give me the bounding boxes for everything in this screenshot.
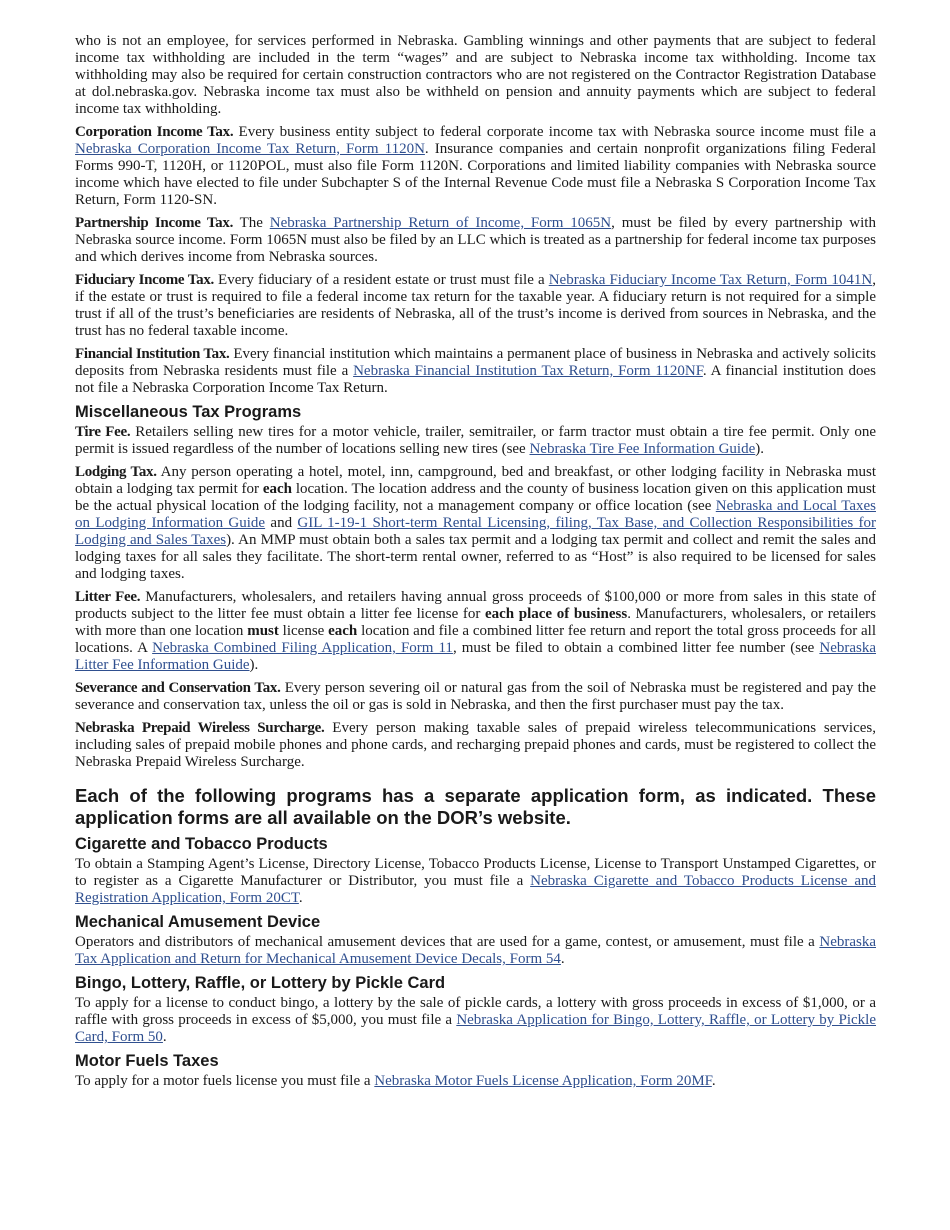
paragraph-lead: Tire Fee. <box>75 424 131 440</box>
corporation-income-tax-paragraph: Corporation Income Tax. Every business entity subject to federal corporate income tax with Nebraska source income must file a Nebraska Corporation Income Tax Return, Form 1120N. Insurance companies and certain nonprofit organizations filing Federal Forms 990-T, 1120H, or 1120POL, must also file Form 1120N. Corporations and limited liability companies with Nebraska source income which have elected to file under Subchapter S of the Internal Revenue Code must file a Nebraska S Corporation Income Tax Return, Form 1120-SN. <box>75 124 876 208</box>
motor-fuels-paragraph: To apply for a motor fuels license you must file a Nebraska Motor Fuels License Application, Form 20MF. <box>75 1073 716 1089</box>
paragraph-lead: Fiduciary Income Tax. <box>75 272 214 288</box>
emphasis: each place of business <box>484 606 628 622</box>
form-50-link[interactable]: Nebraska Application for Bingo, Lottery, Raffle, or Lottery by Pickle Card, Form 50 <box>75 1012 877 1045</box>
cigarette-tobacco-heading: Cigarette and Tobacco Products <box>75 835 328 853</box>
separate-application-heading: Each of the following programs has a separate application form, as indicated. These application forms are all available on the DOR’s website. <box>75 785 876 828</box>
emphasis: must <box>247 623 279 639</box>
form-1120n-link[interactable]: Nebraska Corporation Income Tax Return, Form 1120N <box>75 141 425 157</box>
paragraph-lead: Severance and Conservation Tax. <box>75 680 281 696</box>
paragraph-lead: Corporation Income Tax. <box>75 124 234 140</box>
mechanical-amusement-paragraph: Operators and distributors of mechanical amusement devices that are used for a game, contest, or amusement, must file a Nebraska Tax Application and Return for Mechanical Amusement Device Decals, Form 54. <box>75 934 876 967</box>
emphasis: each <box>328 623 358 639</box>
prepaid-wireless-paragraph: Nebraska Prepaid Wireless Surcharge. Every person making taxable sales of prepaid wireless telecommunications services, including sales of prepaid mobile phones and phone cards, and recharging prepaid phones and cards, must be registered to collect the Nebraska Prepaid Wireless Surcharge. <box>75 720 876 770</box>
emphasis: each <box>262 481 293 497</box>
severance-tax-paragraph: Severance and Conservation Tax. Every person severing oil or natural gas from the soil of Nebraska must be registered and pay the severance and conservation tax, unless the oil or gas is sold in Nebraska, and then the first purchaser must pay the tax. <box>75 680 876 713</box>
form-1120nf-link[interactable]: Nebraska Financial Institution Tax Return, Form 1120NF <box>353 363 703 379</box>
lodging-guide-link[interactable]: Nebraska and Local Taxes on Lodging Information Guide <box>75 498 876 531</box>
misc-tax-programs-heading: Miscellaneous Tax Programs <box>75 403 302 421</box>
tire-fee-guide-link[interactable]: Nebraska Tire Fee Information Guide <box>529 441 756 457</box>
paragraph-lead: Nebraska Prepaid Wireless Surcharge. <box>75 720 325 736</box>
mechanical-amusement-heading: Mechanical Amusement Device <box>75 913 321 931</box>
form-54-link[interactable]: Nebraska Tax Application and Return for Mechanical Amusement Device Decals, Form 54 <box>75 934 876 967</box>
cigarette-tobacco-paragraph: To obtain a Stamping Agent’s License, Directory License, Tobacco Products License, License to Transport Unstamped Cigarettes, or to register as a Cigarette Manufacturer or Distributor, you must file a Nebraska Cigarette and Tobacco Products License and Registration Application, Form 20CT. <box>75 856 877 906</box>
litter-fee-guide-link[interactable]: Nebraska Litter Fee Information Guide <box>75 640 877 673</box>
bingo-lottery-paragraph: To apply for a license to conduct bingo, a lottery by the sale of pickle cards, a lottery with gross proceeds in excess of $1,000, or a raffle with gross proceeds in excess of $5,000, you must file a Nebraska Application for Bingo, Lottery, Raffle, or Lottery by Pickle Card, Form 50. <box>75 995 877 1045</box>
form-11-link[interactable]: Nebraska Combined Filing Application, Form 11 <box>152 640 453 656</box>
intro-paragraph: who is not an employee, for services performed in Nebraska. Gambling winnings and other payments that are subject to federal income tax withholding are included in the term “wages” and are subject to Nebraska income tax withholding. Income tax withholding may also be required for certain construction contractors who are not registered on the Contractor Registration Database at dol.nebraska.gov. Nebraska income tax must also be withheld on pension and annuity payments which are subject to federal income tax withholding. <box>75 33 876 117</box>
form-1041n-link[interactable]: Nebraska Fiduciary Income Tax Return, Form 1041N <box>548 272 873 288</box>
form-20mf-link[interactable]: Nebraska Motor Fuels License Application, Form 20MF <box>374 1073 712 1089</box>
financial-institution-tax-paragraph: Financial Institution Tax. Every financial institution which maintains a permanent place of business in Nebraska and actively solicits deposits from Nebraska residents must file a Nebraska Financial Institution Tax Return, Form 1120NF. A financial institution does not file a Nebraska Corporation Income Tax Return. <box>75 346 877 396</box>
fiduciary-income-tax-paragraph: Fiduciary Income Tax. Every fiduciary of a resident estate or trust must file a Nebraska Fiduciary Income Tax Return, Form 1041N, if the estate or trust is required to file a federal income tax return for the taxable year. A fiduciary return is not required for a simple trust if all of the trust’s beneficiaries are residents of Nebraska, all of the trust’s income is derived from sources in Nebraska, and the trust has no federal taxable income. <box>75 272 876 339</box>
form-20ct-link[interactable]: Nebraska Cigarette and Tobacco Products License and Registration Application, Form 20CT <box>75 873 877 906</box>
paragraph-lead: Litter Fee. <box>75 589 141 605</box>
paragraph-lead: Lodging Tax. <box>75 464 157 480</box>
form-1065n-link[interactable]: Nebraska Partnership Return of Income, Form 1065N <box>269 215 612 231</box>
litter-fee-paragraph: Litter Fee. Manufacturers, wholesalers, and retailers having annual gross proceeds of $100,000 or more from sales in this state of products subject to the litter fee must obtain a litter fee license for each place of business. Manufacturers, wholesalers, or retailers with more than one location must license each location and file a combined litter fee return and report the total gross proceeds for all locations. A Nebraska Combined Filing Application, Form 11, must be filed to obtain a combined litter fee number (see Nebraska Litter Fee Information Guide). <box>75 589 877 673</box>
bingo-lottery-heading: Bingo, Lottery, Raffle, or Lottery by Pickle Card <box>75 974 446 992</box>
partnership-income-tax-paragraph: Partnership Income Tax. The Nebraska Partnership Return of Income, Form 1065N, must be filed by every partnership with Nebraska source income. Form 1065N must also be filed by an LLC which is treated as a partnership for federal income tax purposes and which derives income from Nebraska sources. <box>75 215 877 265</box>
paragraph-lead: Financial Institution Tax. <box>75 346 230 362</box>
gil-short-term-rental-link[interactable]: GIL 1-19-1 Short-term Rental Licensing, filing, Tax Base, and Collection Responsibilities for Lodging and Sales Taxes <box>75 515 876 548</box>
paragraph-lead: Partnership Income Tax. <box>75 215 234 231</box>
motor-fuels-heading: Motor Fuels Taxes <box>75 1052 219 1070</box>
tire-fee-paragraph: Tire Fee. Retailers selling new tires for a motor vehicle, trailer, semitrailer, or farm tractor must obtain a tire fee permit. Only one permit is issued regardless of the number of locations selling new tires (see Nebraska Tire Fee Information Guide). <box>75 424 876 457</box>
document-page <box>75 33 876 1096</box>
lodging-tax-paragraph: Lodging Tax. Any person operating a hotel, motel, inn, campground, bed and breakfast, or other lodging facility in Nebraska must obtain a lodging tax permit for each location. The location address and the county of business location given on this application must be the actual physical location of the lodging facility, not a management company or office location (see Nebraska and Local Taxes on Lodging Information Guide and GIL 1-19-1 Short-term Rental Licensing, filing, Tax Base, and Collection Responsibilities for Lodging and Sales Taxes). An MMP must obtain both a sales tax permit and a lodging tax permit and collect and remit the sales and lodging taxes for all sales they facilitate. The short-term rental owner, referred to as “Host” is also required to be licensed for sales and lodging taxes. <box>75 464 876 582</box>
